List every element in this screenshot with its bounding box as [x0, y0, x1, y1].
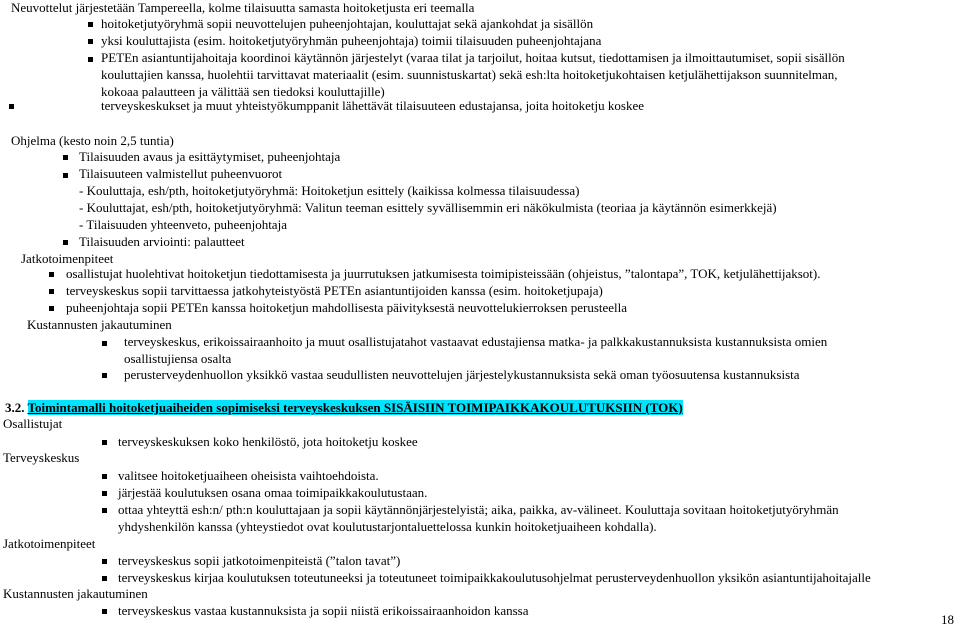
- sub-item: - Tilaisuuden yhteenveto, puheenjohtaja: [79, 217, 287, 232]
- bullet-icon: [102, 609, 107, 614]
- section-heading: Kustannusten jakautuminen: [27, 317, 172, 332]
- list-item: perusterveydenhuollon yksikkö vastaa seudullisten neuvottelujen järjestelykustannuksista sekä oman työosuutensa kustannuksista: [124, 367, 800, 382]
- bullet-icon: [102, 440, 107, 445]
- bullet-icon: [102, 559, 107, 564]
- bullet-icon: [88, 57, 93, 62]
- intro-text: Neuvottelut järjestetään Tampereella, kolme tilaisuutta samasta hoitoketjusta eri teemalla: [11, 0, 475, 15]
- list-item: Tilaisuuden arviointi: palautteet: [79, 234, 245, 249]
- section-heading: Jatkotoimenpiteet: [3, 536, 96, 551]
- list-item-continuation: kokoaa palautteen ja välittää sen tiedoksi kouluttajille): [101, 84, 385, 99]
- bullet-icon: [49, 289, 54, 294]
- list-item: terveyskeskus sopii jatkotoimenpiteistä (”talon tavat”): [118, 553, 401, 568]
- list-item: PETEn asiantuntijahoitaja koordinoi käytännön järjestelyt (varaa tilat ja tarjoilut, hoitaa kutsut, tiedottamisen ja ilmoittautumiset, sopii sisällön: [101, 50, 845, 65]
- list-item: terveyskeskus vastaa kustannuksista ja sopii niistä erikoissairaanhoidon kanssa: [118, 603, 529, 618]
- sub-item: - Kouluttaja, esh/pth, hoitoketjutyöryhmä: Hoitoketjun esittely (kaikissa kolmessa tilaisuudessa): [79, 183, 580, 198]
- list-item: terveyskeskus sopii tarvittaessa jatkohyteistyöstä PETEn asiantuntijoiden kanssa (esim. hoitoketjupaja): [66, 283, 603, 298]
- section-heading: Ohjelma (kesto noin 2,5 tuntia): [11, 133, 174, 148]
- section-heading: Terveyskeskus: [3, 450, 80, 465]
- list-item: valitsee hoitoketjuaiheen oheisista vaihtoehdoista.: [118, 468, 379, 483]
- bullet-icon: [102, 474, 107, 479]
- list-item: puheenjohtaja sopii PETEn kanssa hoitoketjun mahdollisesta päivityksestä neuvottelukierroksen perusteella: [66, 300, 628, 315]
- section-heading: Jatkotoimenpiteet: [21, 251, 114, 266]
- bullet-icon: [102, 576, 107, 581]
- bullet-icon: [102, 491, 107, 496]
- section-heading: Kustannusten jakautuminen: [3, 586, 148, 601]
- bullet-icon: [63, 173, 68, 178]
- bullet-icon: [49, 272, 54, 277]
- bullet-icon: [9, 104, 14, 109]
- page-number: 18: [941, 612, 954, 627]
- list-item: terveyskeskuksen koko henkilöstö, jota hoitoketju koskee: [118, 434, 418, 449]
- bullet-icon: [102, 341, 107, 346]
- list-item: Tilaisuuteen valmistellut puheenvuorot: [79, 166, 283, 181]
- list-item-continuation: kouluttajien kanssa, huolehtii tarvittavat materiaalit (esim. suunnistuskartat) sekä esh:lta hoitoketjukohtaisen ketjulähettijakson suunnitelman,: [101, 67, 838, 82]
- list-item: terveyskeskus kirjaa koulutuksen toteutuneeksi ja toteutuneet toimipaikkakoulutusohjelmat perusterveydenhuollon yksikön asiantuntijahoitajalle: [118, 570, 871, 585]
- list-item: Tilaisuuden avaus ja esittäytymiset, puheenjohtaja: [79, 149, 341, 164]
- sub-item: - Kouluttajat, esh/pth, hoitoketjutyöryhmä: Valitun teeman esittely syvällisemmin eri näkökulmista (teoriaa ja käytännön esimerkkejä): [79, 200, 777, 215]
- bullet-icon: [88, 39, 93, 44]
- section-number: 3.2.: [5, 400, 25, 415]
- bullet-icon: [63, 155, 68, 160]
- list-item: terveyskeskus, erikoissairaanhoito ja muut osallistujatahot vastaavat edustajiensa matka- ja palkkakustannuksista kustannuksista omien: [124, 334, 828, 349]
- bullet-icon: [63, 240, 68, 245]
- bullet-icon: [102, 373, 107, 378]
- list-item: terveyskeskukset ja muut yhteistyökumppanit lähettävät tilaisuuteen edustajansa, joita hoitoketju koskee: [101, 98, 644, 113]
- list-item: osallistujat huolehtivat hoitoketjun tiedottamisesta ja juurrutuksen jatkumisesta toimipisteissään (ohjeistus, ”talontapa”, TOK, ketjulähettijaksot).: [66, 266, 821, 281]
- list-item: järjestää koulutuksen osana omaa toimipaikkakoulutustaan.: [118, 485, 428, 500]
- list-item-continuation: osallistujiensa osalta: [124, 351, 232, 366]
- list-item: yksi kouluttajista (esim. hoitoketjutyöryhmän puheenjohtaja) toimii tilaisuuden puheenjohtajana: [101, 33, 602, 48]
- section-heading: Osallistujat: [3, 416, 63, 431]
- bullet-icon: [102, 508, 107, 513]
- bullet-icon: [49, 306, 54, 311]
- section-title-text: Toimintamalli hoitoketjuaiheiden sopimiseksi terveyskeskuksen SISÄISIIN TOIMIPAIKKAKOULUTUKSIIN (TOK): [27, 400, 683, 415]
- list-item-continuation: yhdyshenkilön kanssa (yhteystiedot ovat koulutustarjontaluettelossa kunkin hoitoketjuaiheen kohdalla).: [118, 519, 657, 534]
- section-title: [5, 400, 683, 416]
- list-item: hoitoketjutyöryhmä sopii neuvottelujen puheenjohtajan, kouluttajat sekä ajankohdat ja sisällön: [101, 16, 594, 31]
- list-item: ottaa yhteyttä esh:n/ pth:n kouluttajaan ja sopii käytännönjärjestelyistä; aika, paikka, av-välineet. Kouluttaja sovitaan hoitoketjutyöryhmän: [118, 502, 839, 517]
- bullet-icon: [88, 22, 93, 27]
- intro-line: [11, 0, 474, 16]
